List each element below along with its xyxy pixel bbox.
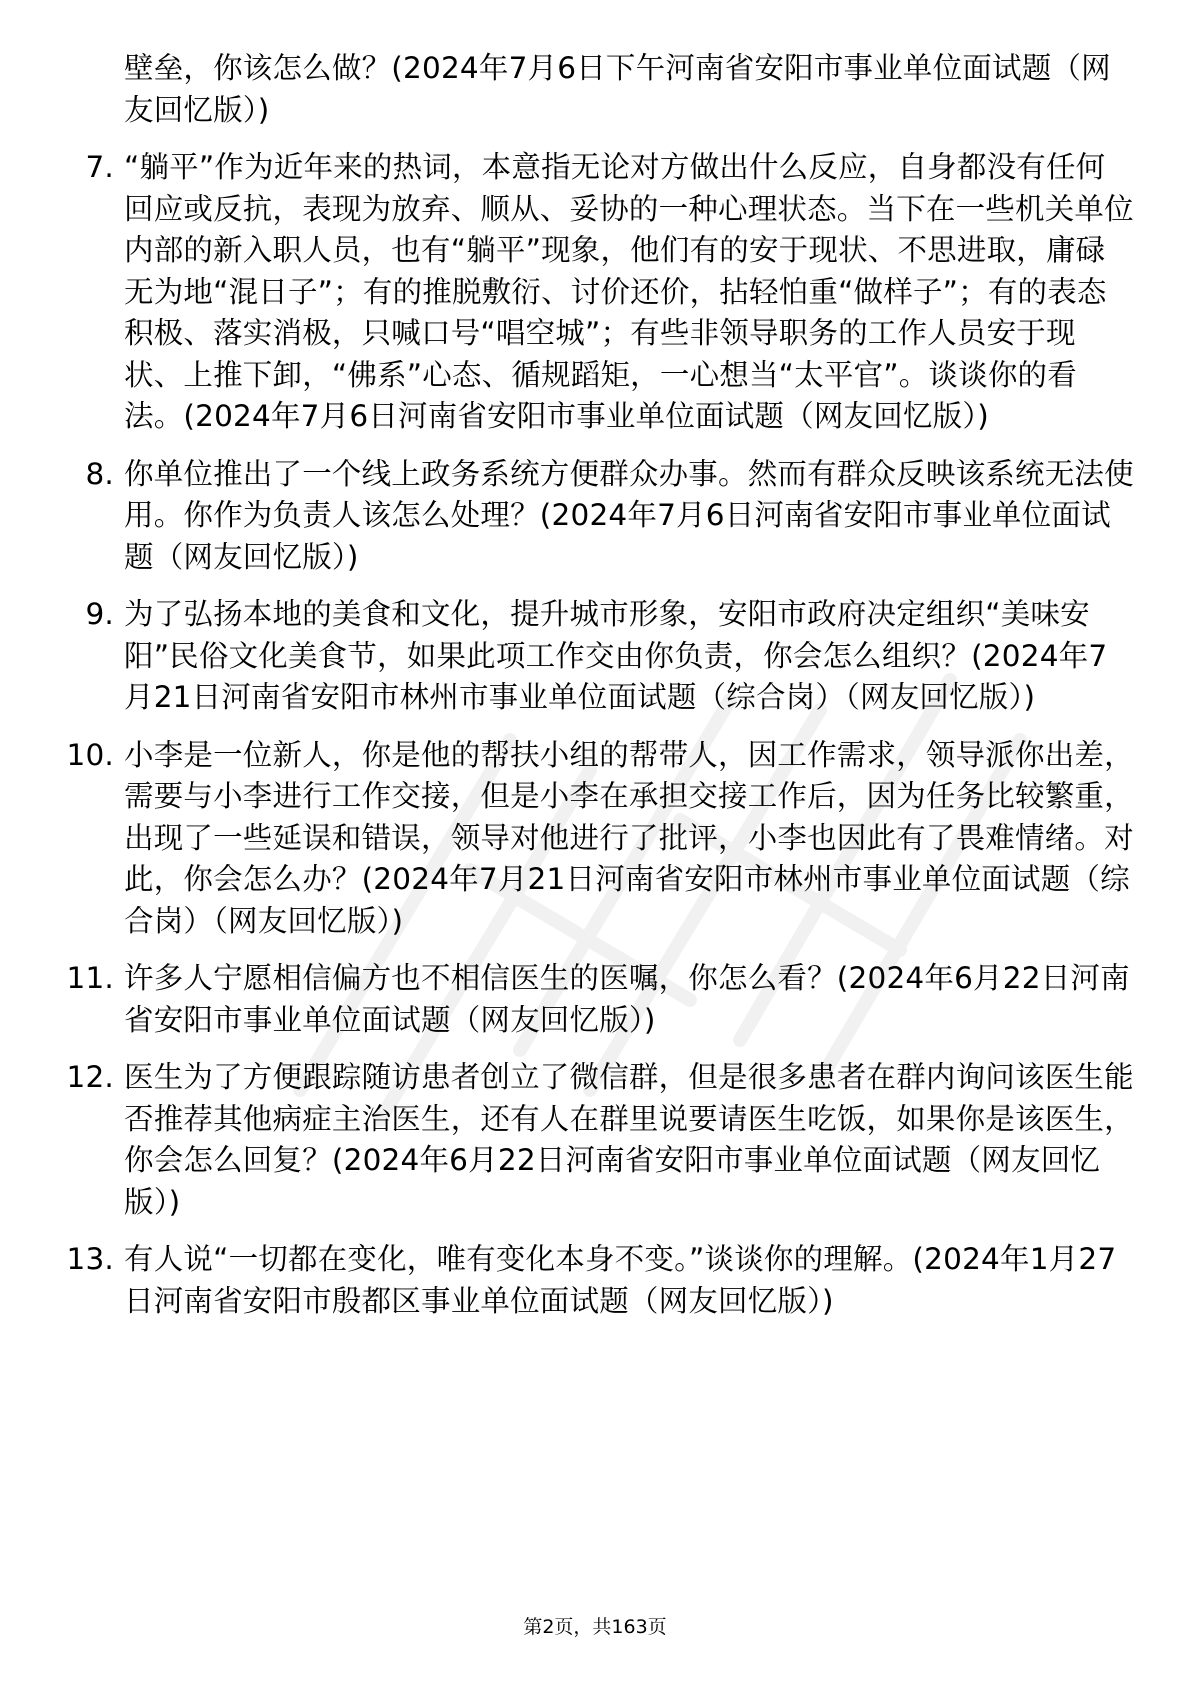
question-text: 医生为了方便跟踪随访患者创立了微信群，但是很多患者在群内询问该医生能否推荐其他病症主治医生，还有人在群里说要请医生吃饭，如果你是该医生，你会怎么回复？(2024年6月22日河南省安阳市事业单位面试题（网友回忆版）) xyxy=(124,1060,1134,1219)
question-item-13 xyxy=(54,1239,1134,1322)
question-number: 10. xyxy=(66,737,114,772)
question-item-11 xyxy=(54,958,1134,1041)
question-item-10 xyxy=(54,735,1134,943)
question-item-6-continued xyxy=(54,48,1134,131)
question-number: 12. xyxy=(66,1060,114,1094)
question-item-9 xyxy=(54,594,1134,719)
question-list xyxy=(54,48,1134,1338)
question-number: 13. xyxy=(66,1242,114,1276)
question-text: 你单位推出了一个线上政务系统方便群众办事。然而有群众反映该系统无法使用。你作为负责人该怎么处理？(2024年7月6日河南省安阳市事业单位面试题（网友回忆版）) xyxy=(124,456,1134,574)
question-number: 9. xyxy=(85,597,114,631)
page-footer: 第2页，共163页 xyxy=(523,1616,667,1638)
question-text: 小李是一位新人，你是他的帮扶小组的帮带人，因工作需求，领导派你出差，需要与小李进行工作交接，但是小李在承担交接工作后，因为任务比较繁重，出现了一些延误和错误，领导对他进行了批评，小李也因此有了畏难情绪。对此，你会怎么办？(2024年7月21日河南省安阳市林州市事业单位面试题（综合岗）（网友回忆版）) xyxy=(124,737,1134,938)
question-number: 8. xyxy=(85,456,114,491)
question-item-7 xyxy=(54,147,1134,438)
question-text: 为了弘扬本地的美食和文化，提升城市形象，安阳市政府决定组织“美味安阳”民俗文化美食节，如果此项工作交由你负责，你会怎么组织？(2024年7月21日河南省安阳市林州市事业单位面试题（综合岗）（网友回忆版）) xyxy=(124,597,1108,714)
question-item-8 xyxy=(54,454,1134,579)
question-text: “躺平”作为近年来的热词，本意指无论对方做出什么反应，自身都没有任何回应或反抗，表现为放弃、顺从、妥协的一种心理状态。当下在一些机关单位内部的新入职人员，也有“躺平”现象，他们有的安于现状、不思进取，庸碌无为地“混日子”；有的推脱敷衍、讨价还价，拈轻怕重“做样子”；有的表态积极、落实消极，只喊口号“唱空城”；有些非领导职务的工作人员安于现状、上推下卸，“佛系”心态、循规蹈矩，一心想当“太平官”。谈谈你的看法。(2024年7月6日河南省安阳市事业单位面试题（网友回忆版）) xyxy=(124,150,1134,433)
question-text: 许多人宁愿相信偏方也不相信医生的医嘱，你怎么看？(2024年6月22日河南省安阳市事业单位面试题（网友回忆版）) xyxy=(124,961,1130,1037)
question-text: 有人说“一切都在变化，唯有变化本身不变。”谈谈你的理解。(2024年1月27日河南省安阳市殷都区事业单位面试题（网友回忆版）) xyxy=(124,1242,1117,1318)
question-number: 11. xyxy=(66,961,114,995)
question-item-12 xyxy=(54,1057,1134,1223)
question-text: 壁垒，你该怎么做？(2024年7月6日下午河南省安阳市事业单位面试题（网友回忆版）) xyxy=(124,51,1111,127)
question-number: 7. xyxy=(85,150,114,184)
